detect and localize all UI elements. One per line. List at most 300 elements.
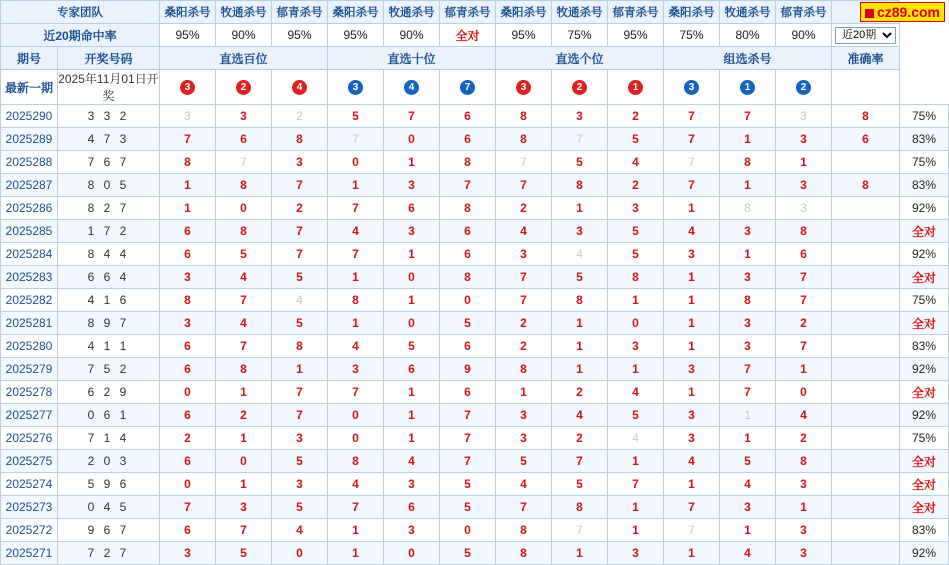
row-cell-11: 8 <box>776 220 832 243</box>
row-cell-7: 3 <box>552 220 608 243</box>
row-cell-4: 1 <box>384 381 440 404</box>
kill-column-header-0: 桑阳杀号 <box>160 1 216 24</box>
row-cell-4: 6 <box>384 358 440 381</box>
row-opencode: 4 7 3 <box>58 128 160 151</box>
row-cell-6: 2 <box>496 312 552 335</box>
table-row <box>1 312 949 335</box>
row-cell-7: 8 <box>552 174 608 197</box>
hit-rate-value-10: 80% <box>720 24 776 47</box>
row-cell-10: 5 <box>720 450 776 473</box>
row-cell-6: 2 <box>496 197 552 220</box>
row-cell-3: 4 <box>328 335 384 358</box>
table-row <box>1 151 949 174</box>
row-cell-0: 6 <box>160 335 216 358</box>
row-accuracy: 75% <box>900 105 949 128</box>
row-cell-6: 8 <box>496 519 552 542</box>
row-cell-6: 4 <box>496 220 552 243</box>
row-cell-10: 7 <box>720 105 776 128</box>
row-accuracy: 83% <box>900 174 949 197</box>
row-cell-11: 4 <box>776 404 832 427</box>
row-cell-8: 3 <box>608 542 664 565</box>
row-cell-11: 3 <box>776 542 832 565</box>
row-cell-1: 7 <box>216 151 272 174</box>
row-cell-3: 7 <box>328 381 384 404</box>
expert-team-label: 专家团队 <box>1 1 160 24</box>
row-cell-4: 0 <box>384 266 440 289</box>
row-cell-9: 3 <box>664 427 720 450</box>
row-accuracy: 75% <box>900 151 949 174</box>
row-cell-1: 7 <box>216 519 272 542</box>
group-hundreds-header: 直选百位 <box>160 47 328 70</box>
row-issue[interactable]: 2025273 <box>1 496 58 519</box>
row-issue[interactable]: 2025275 <box>1 450 58 473</box>
row-cell-7: 1 <box>552 542 608 565</box>
row-cell-9: 3 <box>664 404 720 427</box>
hit-rate-value-2: 95% <box>272 24 328 47</box>
row-cell-2: 0 <box>272 542 328 565</box>
row-cell-5: 7 <box>440 174 496 197</box>
latest-accuracy <box>832 70 900 105</box>
row-cell-12: 8 <box>832 174 900 197</box>
row-cell-11: 8 <box>776 450 832 473</box>
row-issue[interactable]: 2025277 <box>1 404 58 427</box>
hit-rate-value-6: 95% <box>496 24 552 47</box>
row-accuracy: 92% <box>900 243 949 266</box>
row-cell-5: 8 <box>440 197 496 220</box>
row-cell-1: 8 <box>216 220 272 243</box>
row-accuracy: 83% <box>900 335 949 358</box>
row-cell-7: 5 <box>552 473 608 496</box>
row-cell-8: 1 <box>608 496 664 519</box>
row-cell-7: 1 <box>552 197 608 220</box>
latest-ball-4: 4 <box>384 70 440 105</box>
kill-column-header-4: 牧通杀号 <box>384 1 440 24</box>
latest-ball-0: 3 <box>160 70 216 105</box>
hit-rate-value-7: 75% <box>552 24 608 47</box>
row-cell-7: 4 <box>552 404 608 427</box>
row-cell-11: 7 <box>776 335 832 358</box>
row-accuracy: 92% <box>900 197 949 220</box>
row-cell-4: 3 <box>384 220 440 243</box>
table-row <box>1 220 949 243</box>
hit-rate-value-1: 90% <box>216 24 272 47</box>
row-cell-9: 1 <box>664 381 720 404</box>
row-cell-1: 8 <box>216 174 272 197</box>
row-cell-4: 6 <box>384 496 440 519</box>
row-cell-0: 6 <box>160 220 216 243</box>
row-issue[interactable]: 2025274 <box>1 473 58 496</box>
row-cell-1: 0 <box>216 197 272 220</box>
row-cell-11: 3 <box>776 128 832 151</box>
row-cell-3: 7 <box>328 197 384 220</box>
latest-ball-3: 3 <box>328 70 384 105</box>
group-header-row <box>1 47 949 70</box>
row-cell-8: 5 <box>608 220 664 243</box>
row-cell-3: 0 <box>328 427 384 450</box>
row-cell-11: 1 <box>776 358 832 381</box>
row-cell-8: 7 <box>608 473 664 496</box>
row-issue[interactable]: 2025281 <box>1 312 58 335</box>
row-cell-1: 4 <box>216 312 272 335</box>
row-issue[interactable]: 2025282 <box>1 289 58 312</box>
row-cell-12 <box>832 519 900 542</box>
row-cell-9: 1 <box>664 289 720 312</box>
row-cell-0: 3 <box>160 105 216 128</box>
row-cell-11: 2 <box>776 312 832 335</box>
row-cell-2: 3 <box>272 427 328 450</box>
row-cell-2: 1 <box>272 358 328 381</box>
row-cell-2: 7 <box>272 243 328 266</box>
row-issue[interactable]: 2025271 <box>1 542 58 565</box>
latest-ball-8: 1 <box>608 70 664 105</box>
row-cell-8: 1 <box>608 289 664 312</box>
row-cell-5: 0 <box>440 289 496 312</box>
row-cell-8: 5 <box>608 404 664 427</box>
row-cell-9: 7 <box>664 496 720 519</box>
row-accuracy: 全对 <box>900 266 949 289</box>
row-issue[interactable]: 2025286 <box>1 197 58 220</box>
row-cell-3: 3 <box>328 358 384 381</box>
row-cell-11: 3 <box>776 105 832 128</box>
row-cell-4: 3 <box>384 473 440 496</box>
row-cell-2: 7 <box>272 174 328 197</box>
row-opencode: 7 2 7 <box>58 542 160 565</box>
row-cell-7: 7 <box>552 450 608 473</box>
row-cell-8: 4 <box>608 427 664 450</box>
row-cell-6: 7 <box>496 496 552 519</box>
row-cell-6: 3 <box>496 243 552 266</box>
row-accuracy: 83% <box>900 519 949 542</box>
row-opencode: 3 3 2 <box>58 105 160 128</box>
row-cell-9: 1 <box>664 542 720 565</box>
row-cell-3: 1 <box>328 174 384 197</box>
group-units-header: 直选个位 <box>496 47 664 70</box>
kill-column-header-5: 郁青杀号 <box>440 1 496 24</box>
row-cell-8: 0 <box>608 312 664 335</box>
hit-rate-value-5: 全对 <box>440 24 496 47</box>
row-cell-3: 1 <box>328 542 384 565</box>
row-cell-10: 1 <box>720 427 776 450</box>
row-cell-12 <box>832 473 900 496</box>
row-cell-0: 1 <box>160 197 216 220</box>
row-cell-12 <box>832 197 900 220</box>
row-cell-0: 2 <box>160 427 216 450</box>
row-cell-10: 3 <box>720 220 776 243</box>
row-cell-10: 3 <box>720 496 776 519</box>
row-cell-2: 7 <box>272 220 328 243</box>
table-row <box>1 105 949 128</box>
row-cell-12 <box>832 450 900 473</box>
row-cell-5: 6 <box>440 128 496 151</box>
row-cell-11: 7 <box>776 289 832 312</box>
table-row <box>1 427 949 450</box>
row-cell-9: 7 <box>664 105 720 128</box>
row-cell-4: 0 <box>384 128 440 151</box>
row-opencode: 7 6 7 <box>58 151 160 174</box>
row-cell-8: 2 <box>608 174 664 197</box>
row-accuracy: 75% <box>900 427 949 450</box>
row-cell-0: 7 <box>160 496 216 519</box>
row-opencode: 8 9 7 <box>58 312 160 335</box>
row-issue[interactable]: 2025288 <box>1 151 58 174</box>
row-cell-4: 3 <box>384 519 440 542</box>
logo-square-icon <box>865 9 874 18</box>
row-issue[interactable]: 2025284 <box>1 243 58 266</box>
row-cell-8: 5 <box>608 243 664 266</box>
row-cell-10: 1 <box>720 174 776 197</box>
row-cell-9: 7 <box>664 151 720 174</box>
row-cell-3: 7 <box>328 496 384 519</box>
row-cell-0: 3 <box>160 542 216 565</box>
table-row <box>1 542 949 565</box>
row-cell-8: 1 <box>608 358 664 381</box>
row-cell-12 <box>832 496 900 519</box>
row-cell-7: 1 <box>552 358 608 381</box>
latest-label: 最新一期 <box>1 70 58 105</box>
row-cell-1: 7 <box>216 335 272 358</box>
row-cell-2: 5 <box>272 266 328 289</box>
hit-rate-value-3: 95% <box>328 24 384 47</box>
row-cell-4: 1 <box>384 151 440 174</box>
row-cell-6: 3 <box>496 427 552 450</box>
row-cell-12: 8 <box>832 105 900 128</box>
row-cell-7: 7 <box>552 128 608 151</box>
kill-column-header-1: 牧通杀号 <box>216 1 272 24</box>
row-cell-10: 4 <box>720 473 776 496</box>
logo-text: cz89.com <box>876 4 940 20</box>
row-issue[interactable]: 2025278 <box>1 381 58 404</box>
row-cell-3: 1 <box>328 266 384 289</box>
row-cell-5: 5 <box>440 312 496 335</box>
row-cell-6: 5 <box>496 450 552 473</box>
row-cell-10: 7 <box>720 381 776 404</box>
row-cell-1: 1 <box>216 381 272 404</box>
row-cell-6: 7 <box>496 174 552 197</box>
row-accuracy: 全对 <box>900 381 949 404</box>
row-cell-3: 1 <box>328 519 384 542</box>
row-cell-0: 6 <box>160 519 216 542</box>
row-cell-11: 3 <box>776 174 832 197</box>
table-row <box>1 496 949 519</box>
row-cell-5: 6 <box>440 220 496 243</box>
row-cell-3: 8 <box>328 289 384 312</box>
table-row <box>1 404 949 427</box>
row-cell-1: 3 <box>216 496 272 519</box>
row-cell-1: 2 <box>216 404 272 427</box>
table-row <box>1 289 949 312</box>
group-tens-header: 直选十位 <box>328 47 496 70</box>
row-cell-9: 1 <box>664 335 720 358</box>
row-cell-12 <box>832 427 900 450</box>
table-row <box>1 358 949 381</box>
row-issue[interactable]: 2025285 <box>1 220 58 243</box>
row-cell-2: 5 <box>272 450 328 473</box>
row-opencode: 4 1 6 <box>58 289 160 312</box>
row-cell-12 <box>832 335 900 358</box>
latest-ball-1: 2 <box>216 70 272 105</box>
row-cell-10: 1 <box>720 519 776 542</box>
row-cell-0: 8 <box>160 151 216 174</box>
table-row <box>1 450 949 473</box>
row-cell-5: 5 <box>440 496 496 519</box>
row-cell-1: 5 <box>216 542 272 565</box>
row-cell-0: 8 <box>160 289 216 312</box>
row-cell-3: 5 <box>328 105 384 128</box>
row-accuracy: 92% <box>900 542 949 565</box>
row-cell-10: 3 <box>720 335 776 358</box>
table-row <box>1 243 949 266</box>
row-cell-1: 4 <box>216 266 272 289</box>
row-cell-7: 8 <box>552 496 608 519</box>
row-cell-2: 7 <box>272 404 328 427</box>
row-cell-4: 3 <box>384 174 440 197</box>
latest-date: 2025年11月01日开奖 <box>58 70 160 105</box>
row-cell-8: 4 <box>608 151 664 174</box>
row-cell-6: 1 <box>496 381 552 404</box>
row-cell-9: 1 <box>664 197 720 220</box>
row-cell-1: 1 <box>216 473 272 496</box>
row-cell-12 <box>832 358 900 381</box>
row-cell-12 <box>832 220 900 243</box>
row-issue[interactable]: 2025289 <box>1 128 58 151</box>
site-logo <box>860 2 945 22</box>
row-issue[interactable]: 2025283 <box>1 266 58 289</box>
col-opencode-header: 开奖号码 <box>58 47 160 70</box>
row-cell-9: 7 <box>664 128 720 151</box>
row-cell-8: 5 <box>608 128 664 151</box>
hit-rate-row <box>1 24 949 47</box>
row-cell-10: 1 <box>720 243 776 266</box>
row-issue[interactable]: 2025276 <box>1 427 58 450</box>
row-cell-6: 8 <box>496 128 552 151</box>
row-cell-1: 5 <box>216 243 272 266</box>
row-cell-12 <box>832 243 900 266</box>
row-cell-3: 8 <box>328 450 384 473</box>
row-opencode: 5 9 6 <box>58 473 160 496</box>
row-cell-1: 6 <box>216 128 272 151</box>
row-cell-12 <box>832 404 900 427</box>
row-cell-1: 0 <box>216 450 272 473</box>
row-issue[interactable]: 2025290 <box>1 105 58 128</box>
row-opencode: 0 6 1 <box>58 404 160 427</box>
row-cell-6: 8 <box>496 542 552 565</box>
row-cell-5: 6 <box>440 335 496 358</box>
row-cell-5: 5 <box>440 473 496 496</box>
row-cell-2: 3 <box>272 151 328 174</box>
row-cell-5: 7 <box>440 404 496 427</box>
row-cell-8: 1 <box>608 519 664 542</box>
row-cell-8: 2 <box>608 105 664 128</box>
row-issue[interactable]: 2025287 <box>1 174 58 197</box>
row-cell-3: 4 <box>328 220 384 243</box>
kill-column-header-7: 牧通杀号 <box>552 1 608 24</box>
row-cell-4: 7 <box>384 105 440 128</box>
row-opencode: 7 1 4 <box>58 427 160 450</box>
row-cell-4: 1 <box>384 427 440 450</box>
row-cell-5: 6 <box>440 381 496 404</box>
latest-ball-10: 1 <box>720 70 776 105</box>
row-cell-12 <box>832 266 900 289</box>
row-cell-7: 7 <box>552 519 608 542</box>
row-cell-6: 8 <box>496 358 552 381</box>
table-row <box>1 266 949 289</box>
kill-column-header-8: 郁青杀号 <box>608 1 664 24</box>
row-cell-3: 4 <box>328 473 384 496</box>
hit-rate-label: 近20期命中率 <box>1 24 160 47</box>
row-cell-4: 4 <box>384 450 440 473</box>
row-cell-0: 6 <box>160 450 216 473</box>
row-cell-1: 7 <box>216 289 272 312</box>
period-select-cell[interactable] <box>832 24 900 47</box>
row-cell-3: 7 <box>328 243 384 266</box>
row-cell-6: 4 <box>496 473 552 496</box>
row-cell-2: 8 <box>272 335 328 358</box>
row-cell-5: 8 <box>440 151 496 174</box>
row-cell-0: 6 <box>160 243 216 266</box>
row-cell-10: 1 <box>720 404 776 427</box>
row-issue[interactable]: 2025279 <box>1 358 58 381</box>
row-cell-0: 6 <box>160 404 216 427</box>
row-opencode: 6 2 9 <box>58 381 160 404</box>
row-cell-5: 6 <box>440 105 496 128</box>
row-cell-0: 6 <box>160 358 216 381</box>
row-cell-8: 1 <box>608 450 664 473</box>
row-cell-0: 1 <box>160 174 216 197</box>
latest-ball-6: 3 <box>496 70 552 105</box>
row-cell-6: 8 <box>496 105 552 128</box>
row-cell-9: 4 <box>664 220 720 243</box>
row-cell-6: 3 <box>496 404 552 427</box>
row-cell-2: 8 <box>272 128 328 151</box>
row-issue[interactable]: 2025272 <box>1 519 58 542</box>
row-cell-2: 2 <box>272 197 328 220</box>
row-cell-11: 6 <box>776 243 832 266</box>
row-cell-12 <box>832 542 900 565</box>
row-cell-9: 3 <box>664 243 720 266</box>
row-cell-3: 0 <box>328 151 384 174</box>
hit-rate-value-9: 75% <box>664 24 720 47</box>
row-opencode: 6 6 4 <box>58 266 160 289</box>
row-cell-4: 5 <box>384 335 440 358</box>
row-cell-12: 6 <box>832 128 900 151</box>
row-accuracy: 全对 <box>900 473 949 496</box>
row-cell-10: 3 <box>720 266 776 289</box>
row-cell-4: 1 <box>384 289 440 312</box>
row-cell-11: 7 <box>776 266 832 289</box>
row-accuracy: 全对 <box>900 450 949 473</box>
row-cell-5: 5 <box>440 542 496 565</box>
latest-ball-9: 3 <box>664 70 720 105</box>
period-select[interactable] <box>835 27 896 44</box>
row-cell-10: 8 <box>720 289 776 312</box>
row-accuracy: 83% <box>900 128 949 151</box>
row-cell-1: 1 <box>216 427 272 450</box>
table-row <box>1 381 949 404</box>
table-row <box>1 174 949 197</box>
row-cell-11: 1 <box>776 151 832 174</box>
row-cell-5: 9 <box>440 358 496 381</box>
row-cell-2: 5 <box>272 312 328 335</box>
row-issue[interactable]: 2025280 <box>1 335 58 358</box>
row-cell-4: 0 <box>384 312 440 335</box>
row-cell-12 <box>832 312 900 335</box>
row-cell-11: 1 <box>776 496 832 519</box>
row-cell-3: 7 <box>328 128 384 151</box>
row-opencode: 2 0 3 <box>58 450 160 473</box>
hit-rate-value-8: 95% <box>608 24 664 47</box>
row-cell-6: 7 <box>496 289 552 312</box>
row-cell-7: 1 <box>552 335 608 358</box>
